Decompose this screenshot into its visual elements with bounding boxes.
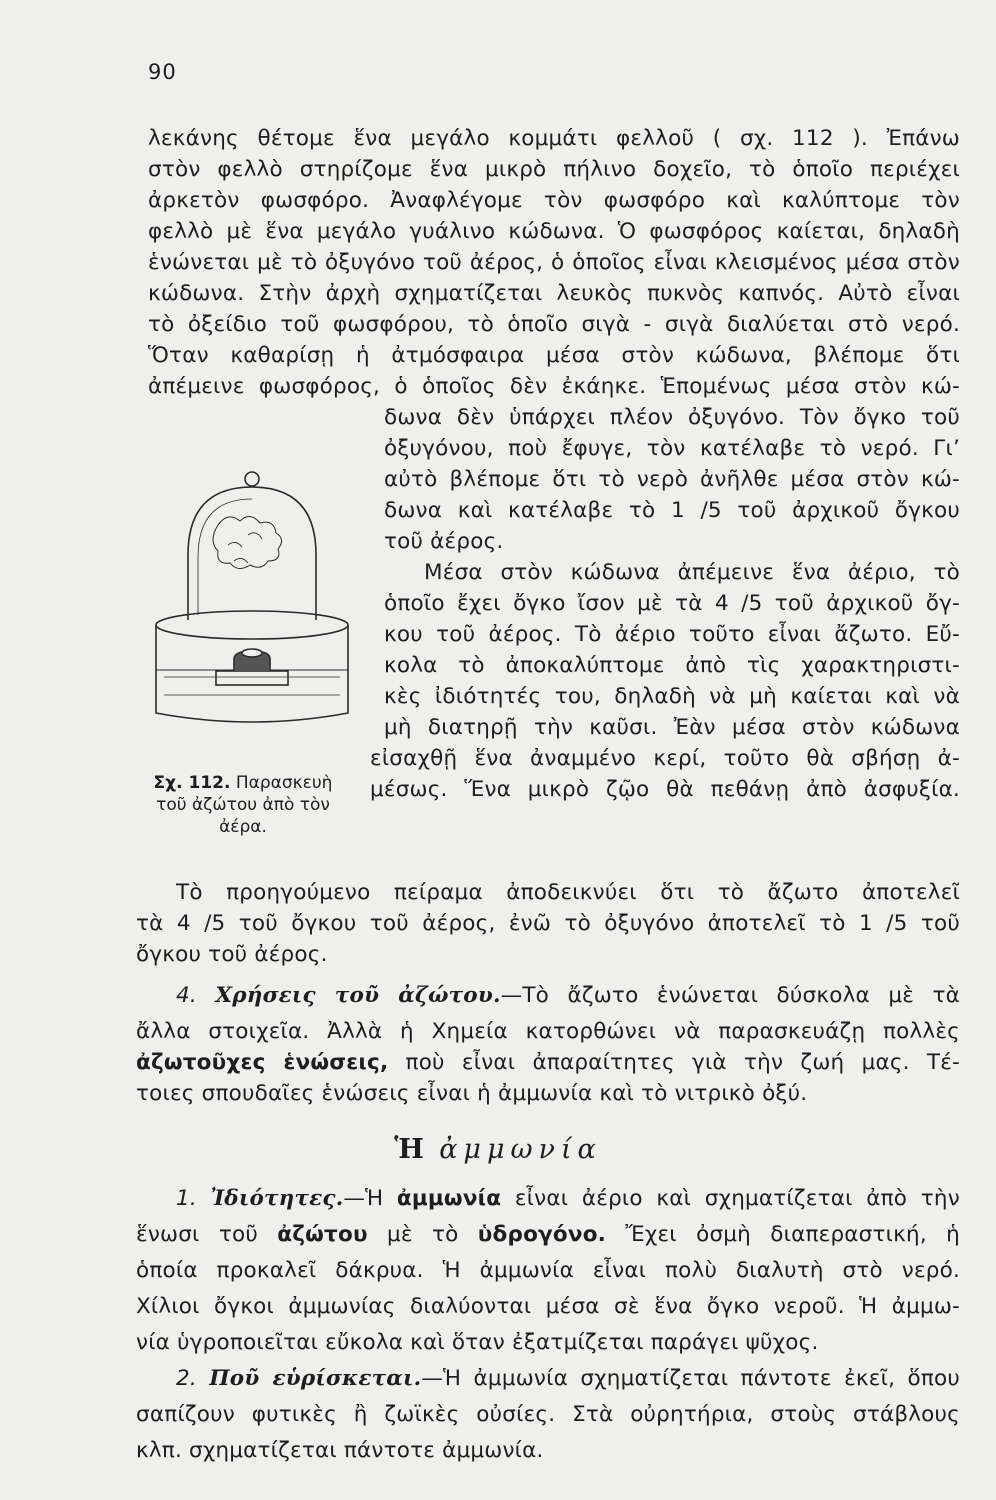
figure-caption-text: τοῦ ἀζώτου ἀπὸ τὸν xyxy=(156,795,330,815)
para-1-line xyxy=(136,1220,960,1250)
section-text: ποὺ εἶναι ἀπαραίτητες γιὰ τὴν ζωή μας. Τέ- xyxy=(388,1050,960,1075)
para-text: —Ἡ ἀμμωνία σχηματίζεται πάντοτε ἐκεῖ, ὅπου xyxy=(421,1366,960,1391)
top-line: στὸν φελλὸ στηρίζομε ἕνα μικρὸ πήλινο δοχεῖο, τὸ ὁποῖο περιέχει xyxy=(148,157,960,182)
para-2-line xyxy=(176,1364,960,1394)
section-number: 4. xyxy=(176,983,197,1008)
side-line: κὲς ἰδιότητές του, δηλαδὴ νὰ μὴ καίεται καὶ νὰ xyxy=(384,684,960,709)
section-4-line xyxy=(176,981,960,1011)
bold-term: ἀμμωνία xyxy=(396,1186,502,1211)
bottom-line: τὰ 4 /5 τοῦ ὄγκου τοῦ ἀέρος, ἐνῶ τὸ ὀξυγόνο ἀποτελεῖ τὸ 1 /5 τοῦ xyxy=(136,911,960,936)
top-line: ἀρκετὸν φωσφόρο. Ἀναφλέγομε τὸν φωσφόρο καὶ καλύπτομε τὸν xyxy=(148,188,960,213)
bottom-line: Τὸ προηγούμενο πείραμα ἀποδεικνύει ὅτι τὸ ἄζωτο ἀποτελεῖ xyxy=(176,880,960,905)
side-line: κου τοῦ ἀέρος. Τὸ ἀέριο τοῦτο εἶναι ἄζωτο. Εὔ- xyxy=(384,622,960,647)
bottom-line: ὄγκου τοῦ ἀέρος. xyxy=(136,942,328,967)
para-number: 1. xyxy=(176,1186,197,1211)
side-line: εἰσαχθῇ ἕνα ἀναμμένο κερί, τοῦτο θὰ σβήσῃ ἀ- xyxy=(370,746,960,771)
section-heading xyxy=(0,1134,996,1165)
para-text: —Ἡ xyxy=(343,1186,397,1211)
section-text: —Τὸ ἄζωτο ἑνώνεται δύσκολα μὲ τὰ xyxy=(500,983,960,1008)
section-4-line xyxy=(136,1048,960,1078)
side-line: Μέσα στὸν κώδωνα ἀπέμεινε ἕνα ἀέριο, τὸ xyxy=(424,560,960,585)
para-1-line: νία ὑγροποιεῖται εὔκολα καὶ ὅταν ἐξατμίζεται παράγει ψῦχος. xyxy=(136,1330,819,1355)
page-number: 90 xyxy=(148,60,177,84)
side-line: κολα τὸ ἀποκαλύπτομε ἀπὸ τὶς χαρακτηριστι- xyxy=(384,653,960,678)
para-title: Ἰδιότητες. xyxy=(210,1186,344,1211)
top-line: Ὅταν καθαρίσῃ ἡ ἀτμόσφαιρα μέσα στὸν κώδωνα, βλέπομε ὅτι xyxy=(148,343,960,368)
side-line: δωνα καὶ κατέλαβε τὸ 1 /5 τοῦ ἀρχικοῦ ὄγκου xyxy=(384,498,960,523)
para-text: εἶναι ἀέριο καὶ σχηματίζεται ἀπὸ τὴν xyxy=(501,1186,960,1211)
top-line: τὸ ὀξείδιο τοῦ φωσφόρου, τὸ ὁποῖο σιγὰ - σιγὰ διαλύεται στὸ νερό. xyxy=(148,312,960,337)
section-4-line: ἄλλα στοιχεῖα. Ἀλλὰ ἡ Χημεία κατορθώνει νὰ παρασκευάζῃ πολλὲς xyxy=(136,1019,960,1044)
para-1-line: Χίλιοι ὄγκοι ἀμμωνίας διαλύονται μέσα σὲ ἕνα ὄγκο νεροῦ. Ἡ ἀμμω- xyxy=(136,1294,960,1319)
para-text: μὲ τὸ xyxy=(367,1222,478,1247)
top-line: λεκάνης θέτομε ἕνα μεγάλο κομμάτι φελλοῦ ( σχ. 112 ). Ἐπάνω xyxy=(148,126,960,151)
figure-caption-text: ἀέρα. xyxy=(219,817,267,837)
section-4-line: τοιες σπουδαῖες ἑνώσεις εἶναι ἡ ἀμμωνία καὶ τὸ νιτρικὸ ὀξύ. xyxy=(136,1081,808,1106)
top-line: ἀπέμεινε φωσφόρος, ὁ ὁποῖος δὲν ἐκάηκε. Ἑπομένως μέσα στὸν κώ- xyxy=(148,374,960,399)
side-line: μέσως. Ἕνα μικρὸ ζῷο θὰ πεθάνῃ ἀπὸ ἀσφυξία. xyxy=(370,777,960,802)
top-line: κώδωνα. Στὴν ἀρχὴ σχηματίζεται λευκὸς πυκνὸς καπνός. Αὐτὸ εἶναι xyxy=(148,281,960,306)
para-text: ἕνωσι τοῦ xyxy=(136,1222,278,1247)
side-line: ὁποῖο ἔχει ὄγκο ἴσον μὲ τὰ 4 /5 τοῦ ἀρχικοῦ ὄγ- xyxy=(384,591,960,616)
heading-rest: ἀμμωνία xyxy=(439,1134,602,1165)
side-line: τοῦ ἀέρος. xyxy=(384,529,504,554)
side-line: μὴ διατηρῇ τὴν καῦσι. Ἐὰν μέσα στὸν κώδωνα xyxy=(384,715,960,740)
section-title: Χρήσεις τοῦ ἀζώτου. xyxy=(215,983,501,1008)
figure-caption xyxy=(132,772,354,838)
para-2-line: σαπίζουν φυτικὲς ἢ ζωϊκὲς οὐσίες. Στὰ οὐρητήρια, στοὺς στάβλους xyxy=(136,1402,960,1427)
heading-first: Ἡ xyxy=(394,1134,427,1165)
bold-term: ἀζωτοῦχες ἑνώσεις, xyxy=(136,1050,389,1075)
side-line: δωνα δὲν ὑπάρχει πλέον ὀξυγόνο. Τὸν ὄγκο τοῦ xyxy=(384,405,960,430)
para-1-line xyxy=(176,1184,960,1214)
top-line: φελλὸ μὲ ἕνα μεγάλο γυάλινο κώδωνα. Ὁ φωσφόρος καίεται, δηλαδὴ xyxy=(148,219,960,244)
para-2-line: κλπ. σχηματίζεται πάντοτε ἀμμωνία. xyxy=(136,1438,544,1463)
side-line: ὀξυγόνου, ποὺ ἔφυγε, τὸν κατέλαβε τὸ νερό. Γι’ xyxy=(384,436,960,461)
side-line: αὐτὸ βλέπομε ὅτι τὸ νερὸ ἀνῆλθε μέσα στὸν κώ- xyxy=(384,467,960,492)
top-line: ἑνώνεται μὲ τὸ ὀξυγόνο τοῦ ἀέρος, ὁ ὁποῖος εἶναι κλεισμένος μέσα στὸν xyxy=(148,250,960,275)
bold-term: ἀζώτου xyxy=(277,1222,368,1247)
para-number: 2. xyxy=(176,1366,197,1391)
bell-jar-figure xyxy=(148,465,360,735)
figure-caption-text: Παρασκευὴ xyxy=(235,773,333,793)
para-1-line: ὁποία προκαλεῖ δάκρυα. Ἡ ἀμμωνία εἶναι πολὺ διαλυτὴ στὸ νερό. xyxy=(136,1258,960,1283)
bold-term: ὑδρογόνο. xyxy=(477,1222,607,1247)
para-title: Ποῦ εὑρίσκεται. xyxy=(209,1366,422,1391)
para-text: Ἔχει ὀσμὴ διαπεραστική, ἡ xyxy=(606,1222,960,1247)
figure-caption-label: Σχ. 112. xyxy=(153,773,231,793)
